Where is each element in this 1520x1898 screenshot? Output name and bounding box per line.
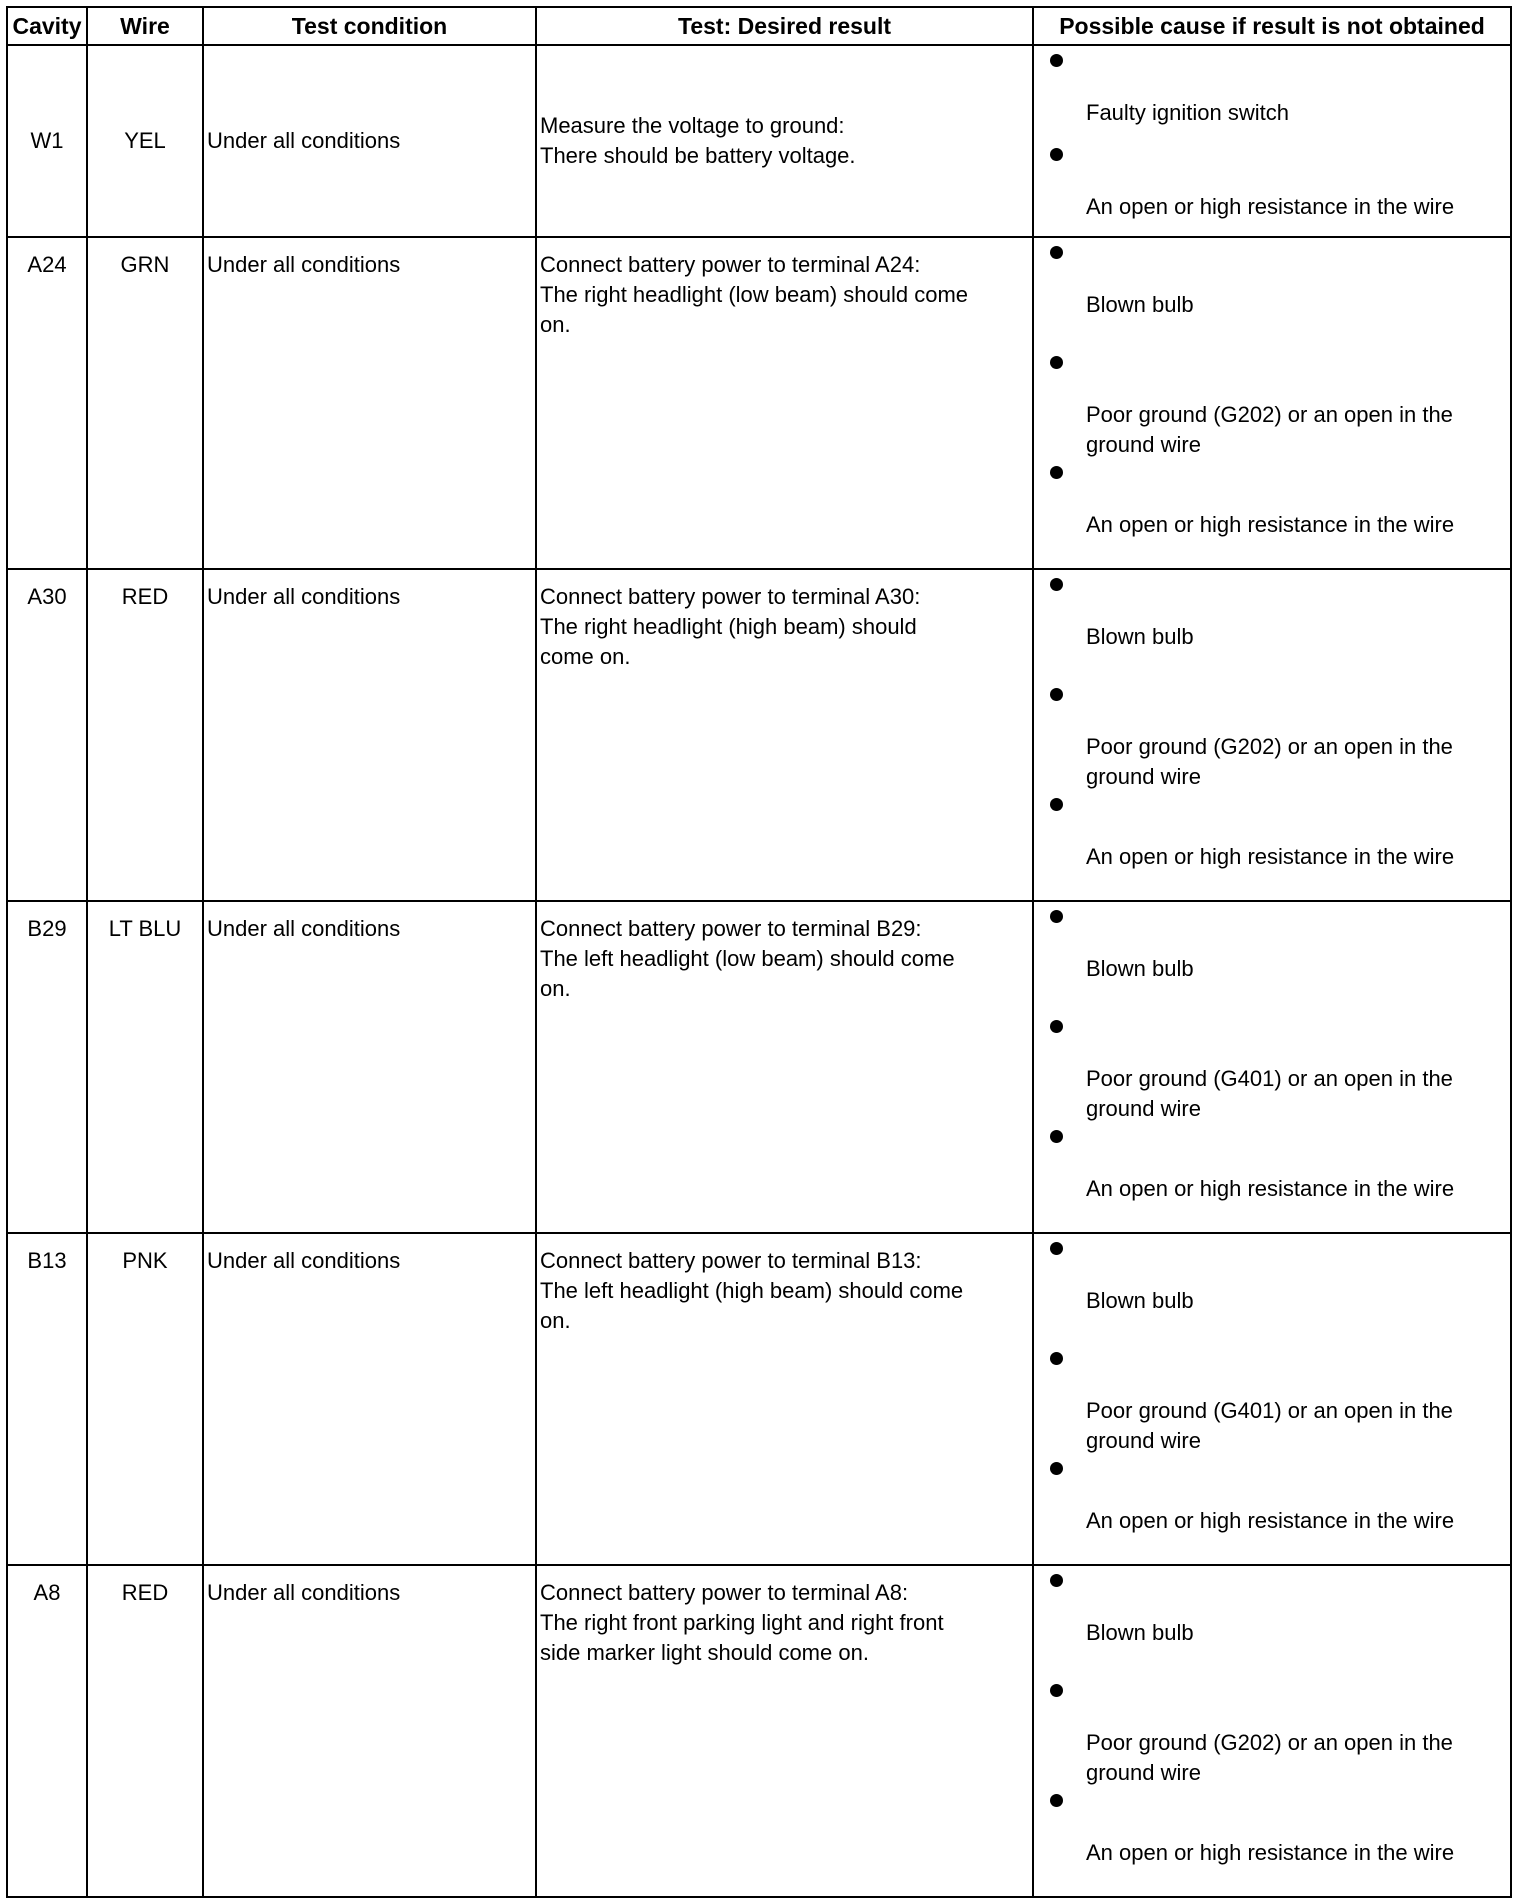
test-condition-cell: Under all conditions	[203, 45, 536, 237]
desired-result-line: The right headlight (low beam) should come	[540, 282, 969, 307]
header-cavity: Cavity	[7, 7, 87, 45]
bullet-dot-icon	[1050, 356, 1063, 369]
table-row	[7, 901, 1511, 1233]
desired-result-line: The left headlight (high beam) should come	[540, 1278, 964, 1303]
cavity-cell: B13	[7, 1233, 87, 1565]
cause-item	[1034, 1122, 1510, 1232]
bullet-dot-icon	[1050, 1242, 1063, 1255]
desired-result-line: Connect battery power to terminal A8:	[540, 1580, 909, 1605]
bullet-dot-icon	[1050, 1352, 1063, 1365]
cavity-cell: A8	[7, 1565, 87, 1897]
desired-result-cell	[536, 901, 1033, 1233]
table-row	[7, 237, 1511, 569]
cause-text: An open or high resistance in the wire	[1086, 1176, 1455, 1201]
cavity-cell: W1	[7, 45, 87, 237]
desired-result-line: side marker light should come on.	[540, 1640, 869, 1665]
cause-item	[1034, 238, 1510, 348]
cause-text: Blown bulb	[1086, 292, 1194, 317]
desired-result-line: There should be battery voltage.	[540, 143, 856, 168]
desired-result-line: Connect battery power to terminal A30:	[540, 584, 921, 609]
desired-result-line: The left headlight (low beam) should come	[540, 946, 955, 971]
header-test-condition: Test condition	[203, 7, 536, 45]
cause-text: Blown bulb	[1086, 1620, 1194, 1645]
wire-color-cell: YEL	[87, 45, 203, 237]
cavity-cell: A24	[7, 237, 87, 569]
cause-text: Poor ground (G401) or an open in the ground wire	[1086, 1398, 1453, 1453]
test-condition-cell: Under all conditions	[203, 1565, 536, 1897]
cause-item	[1034, 348, 1510, 458]
cause-item	[1034, 902, 1510, 1012]
possible-cause-cell	[1033, 45, 1511, 237]
bullet-dot-icon	[1050, 1794, 1063, 1807]
desired-result-line: Connect battery power to terminal B13:	[540, 1248, 922, 1273]
desired-result-cell	[536, 237, 1033, 569]
cause-item	[1034, 1234, 1510, 1344]
test-condition-cell: Under all conditions	[203, 569, 536, 901]
cause-text: An open or high resistance in the wire	[1086, 1840, 1455, 1865]
bullet-dot-icon	[1050, 1020, 1063, 1033]
cause-item	[1034, 1454, 1510, 1564]
cause-item	[1034, 680, 1510, 790]
bullet-dot-icon	[1050, 688, 1063, 701]
header-wire: Wire	[87, 7, 203, 45]
cause-text: Blown bulb	[1086, 956, 1194, 981]
bullet-dot-icon	[1050, 1130, 1063, 1143]
possible-cause-cell	[1033, 237, 1511, 569]
wire-color-cell: GRN	[87, 237, 203, 569]
cause-text: Blown bulb	[1086, 624, 1194, 649]
cause-text: An open or high resistance in the wire	[1086, 194, 1455, 219]
cause-item	[1034, 1786, 1510, 1896]
header-row	[7, 7, 1511, 45]
cause-item	[1034, 1676, 1510, 1786]
cause-text: Blown bulb	[1086, 1288, 1194, 1313]
bullet-dot-icon	[1050, 246, 1063, 259]
cause-item	[1034, 1344, 1510, 1454]
possible-cause-cell	[1033, 1565, 1511, 1897]
cause-text: Faulty ignition switch	[1086, 100, 1289, 125]
possible-cause-cell	[1033, 1233, 1511, 1565]
header-possible-cause: Possible cause if result is not obtained	[1033, 7, 1511, 45]
cavity-cell: A30	[7, 569, 87, 901]
wire-color-cell: LT BLU	[87, 901, 203, 1233]
test-condition-cell: Under all conditions	[203, 901, 536, 1233]
desired-result-line: The right front parking light and right front	[540, 1610, 944, 1635]
desired-result-cell	[536, 1233, 1033, 1565]
desired-result-line: on.	[540, 312, 571, 337]
desired-result-line: Connect battery power to terminal B29:	[540, 916, 922, 941]
desired-result-line: on.	[540, 1308, 571, 1333]
cause-item	[1034, 570, 1510, 680]
wire-color-cell: RED	[87, 1565, 203, 1897]
test-condition-cell: Under all conditions	[203, 237, 536, 569]
cause-text: Poor ground (G202) or an open in the ground wire	[1086, 402, 1453, 457]
table-row	[7, 45, 1511, 237]
wire-color-cell: PNK	[87, 1233, 203, 1565]
desired-result-line: The right headlight (high beam) should	[540, 614, 917, 639]
bullet-dot-icon	[1050, 466, 1063, 479]
connector-test-table	[6, 6, 1512, 1898]
table-body	[7, 45, 1511, 1897]
possible-cause-cell	[1033, 901, 1511, 1233]
bullet-dot-icon	[1050, 798, 1063, 811]
table-row	[7, 1565, 1511, 1897]
cause-item	[1034, 46, 1510, 140]
cause-item	[1034, 790, 1510, 900]
test-condition-cell: Under all conditions	[203, 1233, 536, 1565]
desired-result-line: on.	[540, 976, 571, 1001]
bullet-dot-icon	[1050, 1684, 1063, 1697]
desired-result-cell	[536, 569, 1033, 901]
header-desired-result: Test: Desired result	[536, 7, 1033, 45]
cause-text: Poor ground (G401) or an open in the ground wire	[1086, 1066, 1453, 1121]
cavity-cell: B29	[7, 901, 87, 1233]
desired-result-line: come on.	[540, 644, 631, 669]
bullet-dot-icon	[1050, 578, 1063, 591]
cause-item	[1034, 1012, 1510, 1122]
cause-text: Poor ground (G202) or an open in the ground wire	[1086, 1730, 1453, 1785]
bullet-dot-icon	[1050, 910, 1063, 923]
cause-text: An open or high resistance in the wire	[1086, 1508, 1455, 1533]
bullet-dot-icon	[1050, 1574, 1063, 1587]
table-row	[7, 569, 1511, 901]
desired-result-line: Connect battery power to terminal A24:	[540, 252, 921, 277]
wire-color-cell: RED	[87, 569, 203, 901]
desired-result-cell	[536, 1565, 1033, 1897]
cause-text: Poor ground (G202) or an open in the ground wire	[1086, 734, 1453, 789]
cause-item	[1034, 458, 1510, 568]
bullet-dot-icon	[1050, 148, 1063, 161]
desired-result-cell	[536, 45, 1033, 237]
cause-text: An open or high resistance in the wire	[1086, 512, 1455, 537]
possible-cause-cell	[1033, 569, 1511, 901]
cause-item	[1034, 1566, 1510, 1676]
desired-result-line: Measure the voltage to ground:	[540, 113, 845, 138]
cause-text: An open or high resistance in the wire	[1086, 844, 1455, 869]
bullet-dot-icon	[1050, 54, 1063, 67]
table-row	[7, 1233, 1511, 1565]
cause-item	[1034, 140, 1510, 234]
bullet-dot-icon	[1050, 1462, 1063, 1475]
